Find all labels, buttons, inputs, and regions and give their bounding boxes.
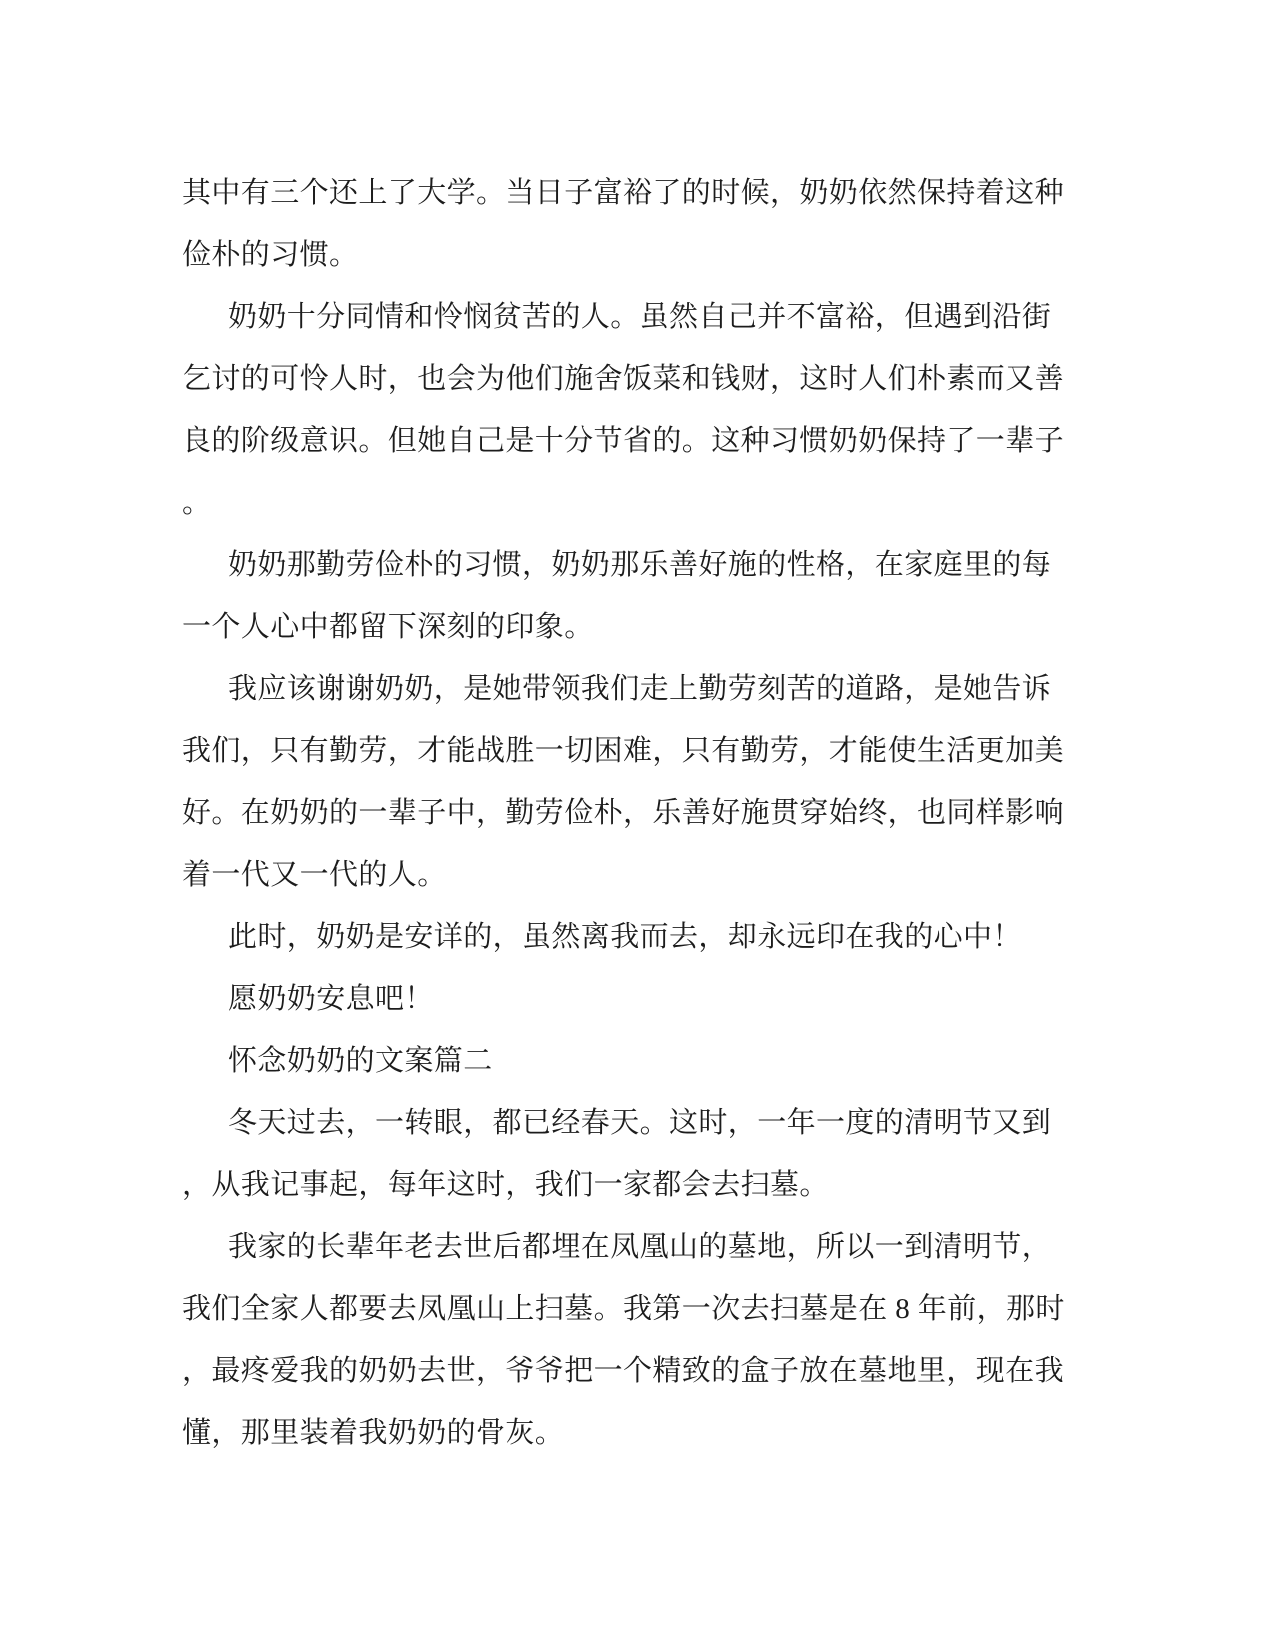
text-line: 愿奶奶安息吧！ (228, 983, 434, 1015)
text-line: 奶奶那勤劳俭朴的习惯，奶奶那乐善好施的性格，在家庭里的每 (228, 549, 1052, 581)
text-line: ，从我记事起，每年这时，我们一家都会去扫墓。 (182, 1169, 829, 1201)
text-line: 奶奶十分同情和怜悯贫苦的人。虽然自己并不富裕，但遇到沿街 (228, 301, 1052, 333)
text-line: 乞讨的可怜人时，也会为他们施舍饭菜和钱财，这时人们朴素而又善 (182, 363, 1065, 395)
text-line: 我们，只有勤劳，才能战胜一切困难，只有勤劳，才能使生活更加美 (182, 735, 1065, 767)
text-line: ，最疼爱我的奶奶去世，爷爷把一个精致的盒子放在墓地里，现在我 (182, 1355, 1065, 1387)
text-line: 我家的长辈年老去世后都埋在凤凰山的墓地，所以一到清明节， (228, 1231, 1052, 1263)
text-line: 。 (182, 487, 212, 519)
text-line: 此时，奶奶是安详的，虽然离我而去，却永远印在我的心中！ (228, 921, 1022, 953)
text-line: 冬天过去，一转眼，都已经春天。这时，一年一度的清明节又到 (228, 1107, 1052, 1139)
text-line: 一个人心中都留下深刻的印象。 (182, 611, 594, 643)
text-line: 好。在奶奶的一辈子中，勤劳俭朴，乐善好施贯穿始终，也同样影响 (182, 797, 1065, 829)
text-line: 怀念奶奶的文案篇二 (228, 1045, 493, 1077)
text-line: 懂，那里装着我奶奶的骨灰。 (182, 1417, 565, 1449)
text-line: 良的阶级意识。但她自己是十分节省的。这种习惯奶奶保持了一辈子 (182, 425, 1065, 457)
text-line: 俭朴的习惯。 (182, 239, 359, 271)
document-text-block (182, 162, 1068, 1464)
text-line: 着一代又一代的人。 (182, 859, 447, 891)
text-line: 我应该谢谢奶奶，是她带领我们走上勤劳刻苦的道路，是她告诉 (228, 673, 1052, 705)
text-line: 我们全家人都要去凤凰山上扫墓。我第一次去扫墓是在 8 年前，那时 (182, 1293, 1065, 1325)
text-line: 其中有三个还上了大学。当日子富裕了的时候，奶奶依然保持着这种 (182, 177, 1065, 209)
